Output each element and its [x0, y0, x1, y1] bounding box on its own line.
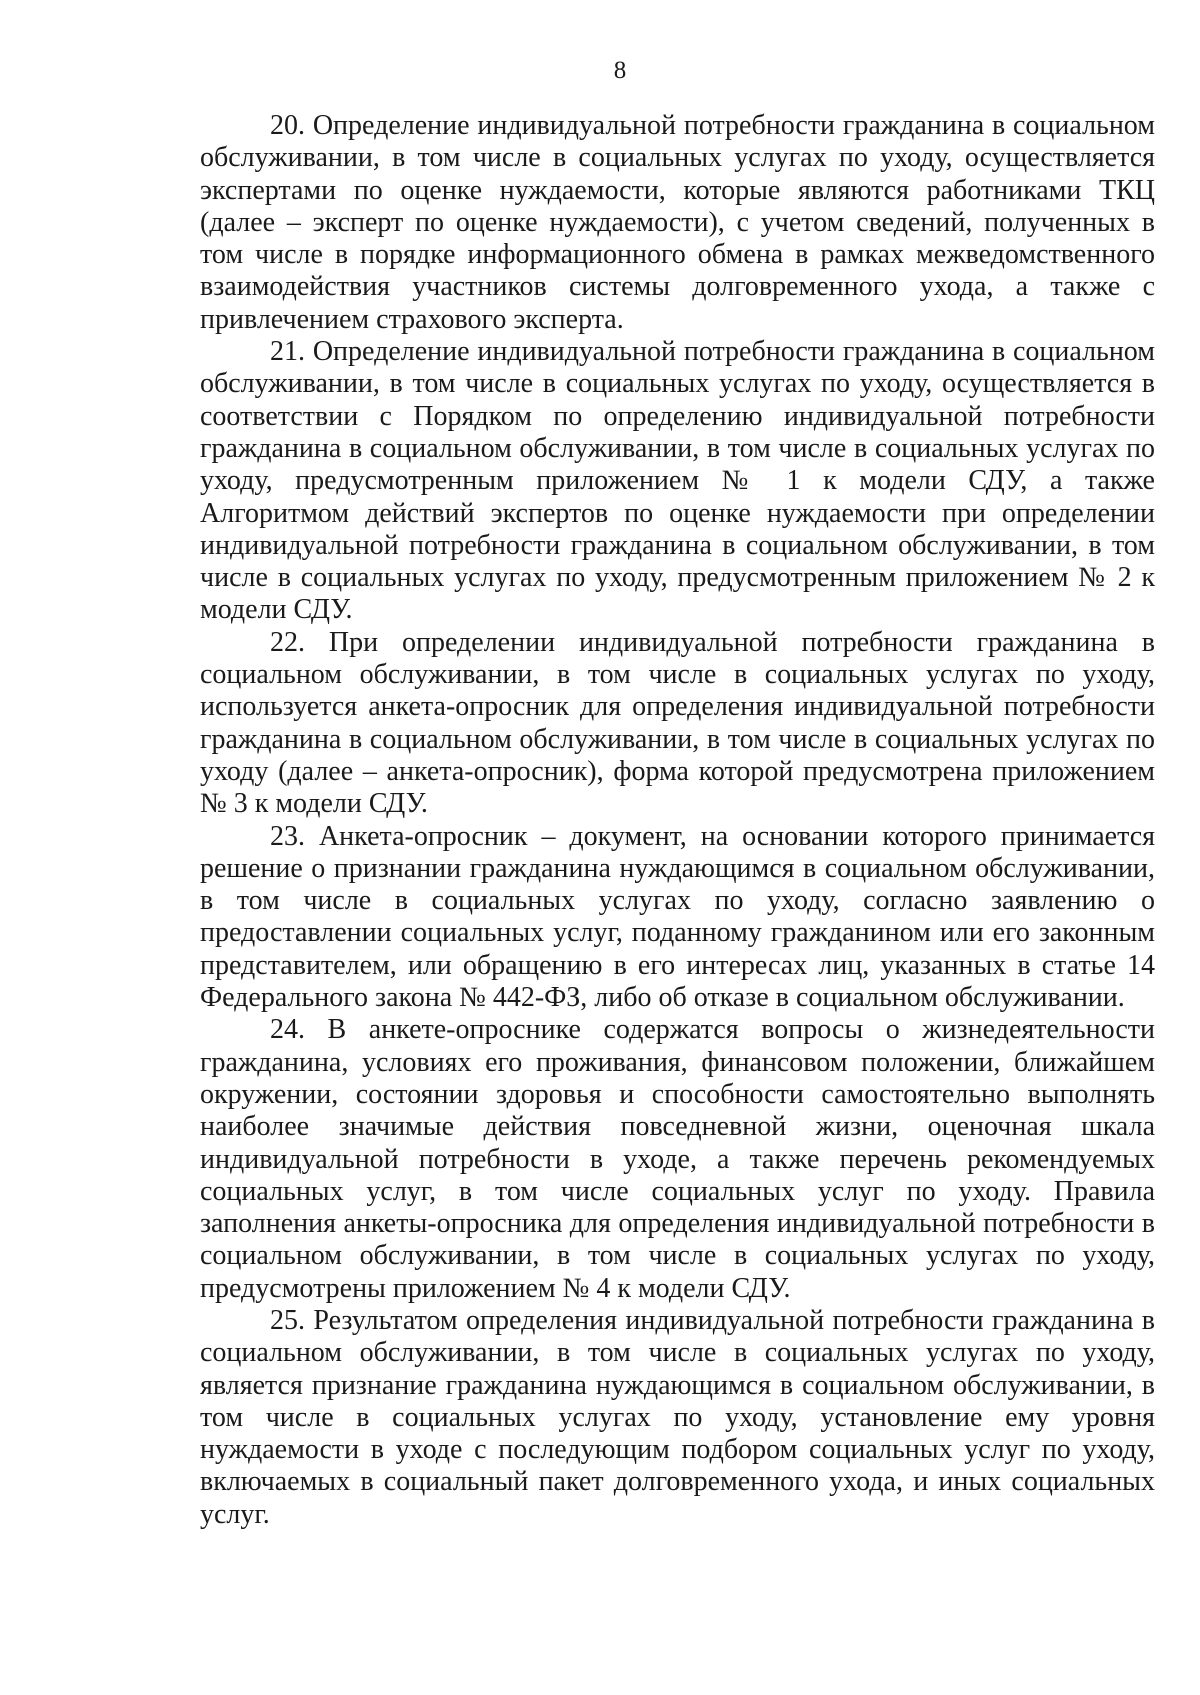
paragraph-22: 22. При определении индивидуальной потребности гражданина в социальном обслуживании, в том числе в социальных услугах по уходу, используется анкета-опросник для определения индивидуальной потребности гражданина в социальном обслуживании, в том числе в социальных услугах по уходу (далее – анкета-опросник), форма которой предусмотрена приложением № 3 к модели СДУ.	[200, 626, 1155, 820]
paragraph-20: 20. Определение индивидуальной потребности гражданина в социальном обслуживании, в том числе в социальных услугах по уходу, осуществляется экспертами по оценке нуждаемости, которые являются работниками ТКЦ (далее – эксперт по оценке нуждаемости), с учетом сведений, полученных в том числе в порядке информационного обмена в рамках межведомственного взаимодействия участников системы долговременного ухода, а также с привлечением страхового эксперта.	[200, 110, 1155, 335]
page-number: 8	[613, 57, 627, 84]
document-body	[200, 110, 1155, 1531]
paragraph-21: 21. Определение индивидуальной потребности гражданина в социальном обслуживании, в том числе в социальных услугах по уходу, осуществляется в соответствии с Порядком по определению индивидуальной потребности гражданина в социальном обслуживании, в том числе в социальных услугах по уходу, предусмотренным приложением № 1 к модели СДУ, а также Алгоритмом действий экспертов по оценке нуждаемости при определении индивидуальной потребности гражданина в социальном обслуживании, в том числе в социальных услугах по уходу, предусмотренным приложением № 2 к модели СДУ.	[200, 336, 1155, 626]
paragraph-23: 23. Анкета-опросник – документ, на основании которого принимается решение о признании гражданина нуждающимся в социальном обслуживании, в том числе в социальных услугах по уходу, согласно заявлению о предоставлении социальных услуг, поданному гражданином или его законным представителем, или обращению в его интересах лиц, указанных в статье 14 Федерального закона № 442-ФЗ, либо об отказе в социальном обслуживании.	[200, 820, 1155, 1014]
paragraph-24: 24. В анкете-опроснике содержатся вопросы о жизнедеятельности гражданина, условиях его проживания, финансовом положении, ближайшем окружении, состоянии здоровья и способности самостоятельно выполнять наиболее значимые действия повседневной жизни, оценочная шкала индивидуальной потребности в уходе, а также перечень рекомендуемых социальных услуг, в том числе социальных услуг по уходу. Правила заполнения анкеты-опросника для определения индивидуальной потребности в социальном обслуживании, в том числе в социальных услугах по уходу, предусмотрены приложением № 4 к модели СДУ.	[200, 1014, 1155, 1304]
paragraph-25: 25. Результатом определения индивидуальной потребности гражданина в социальном обслуживании, в том числе в социальных услугах по уходу, является признание гражданина нуждающимся в социальном обслуживании, в том числе в социальных услугах по уходу, установление ему уровня нуждаемости в уходе с последующим подбором социальных услуг по уходу, включаемых в социальный пакет долговременного ухода, и иных социальных услуг.	[200, 1304, 1155, 1530]
